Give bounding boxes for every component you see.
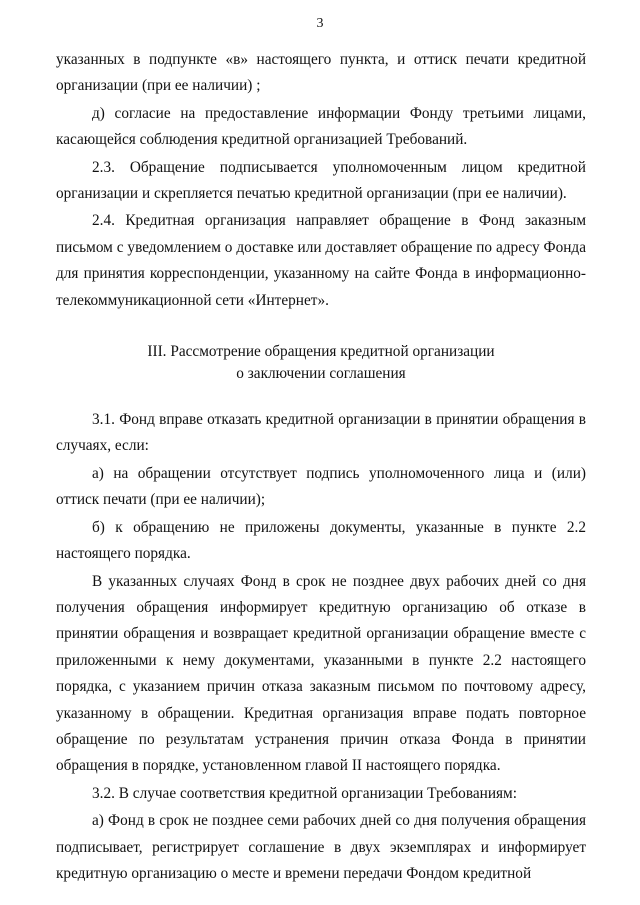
paragraph-3-2: 3.2. В случае соответствия кредитной организации Требованиям: bbox=[92, 784, 517, 802]
paragraph-3-1: 3.1. Фонд вправе отказать кредитной организации в принятии обращения в случаях, если: bbox=[56, 411, 586, 455]
section-heading-line1: III. Рассмотрение обращения кредитной организации bbox=[147, 343, 495, 361]
section-heading bbox=[56, 341, 586, 385]
paragraph-a-fund-signs: а) Фонд в срок не позднее семи рабочих дней со дня получения обращения подписывает, регистрирует соглашение в двух экземплярах и информирует кредитную организацию о месте и времени передачи Фондом кредитной bbox=[56, 812, 586, 882]
paragraph-d-consent: д) согласие на предоставление информации Фонду третьими лицами, касающейся соблюдения кредитной организацией Требований. bbox=[56, 104, 586, 149]
paragraph-2-4: 2.4. Кредитная организация направляет обращение в Фонд заказным письмом с уведомлением о доставке или доставляет обращение по адресу Фонда для принятия корреспонденции, указанному на сайте Фонда в информационно-телекоммуникационной сети «Интернет». bbox=[56, 212, 586, 309]
paragraph-2-3: 2.3. Обращение подписывается уполномоченным лицом кредитной организации и скрепляется печатью кредитной организации (при ее наличии). bbox=[56, 158, 586, 203]
document-body bbox=[56, 47, 586, 887]
page-number: 3 bbox=[316, 16, 324, 31]
paragraph-a-signature: а) на обращении отсутствует подпись уполномоченного лица и (или) оттиск печати (при ее наличии); bbox=[56, 464, 586, 509]
paragraph-b-documents: б) к обращению не приложены документы, указанные в пункте 2.2 настоящего порядка. bbox=[56, 518, 586, 563]
paragraph-refusal-cases: В указанных случаях Фонд в срок не позднее двух рабочих дней со дня получения обращения информирует кредитную организацию об отказе в принятии обращения и возвращает кредитной организации обращение вместе с приложенными к нему документами, указанными в пункте 2.2 настоящего порядка, с указанием причин отказа заказным письмом по почтовому адресу, указанному в обращении. Кредитная организация вправе подать повторное обращение по результатам устранения причин отказа Фонда в принятии обращения в порядке, установленном главой II настоящего порядка. bbox=[56, 572, 586, 775]
section-heading-line2: о заключении соглашения bbox=[236, 365, 406, 383]
paragraph-continuation: указанных в подпункте «в» настоящего пункта, и оттиск печати кредитной организации (при ее наличии) ; bbox=[56, 51, 586, 95]
